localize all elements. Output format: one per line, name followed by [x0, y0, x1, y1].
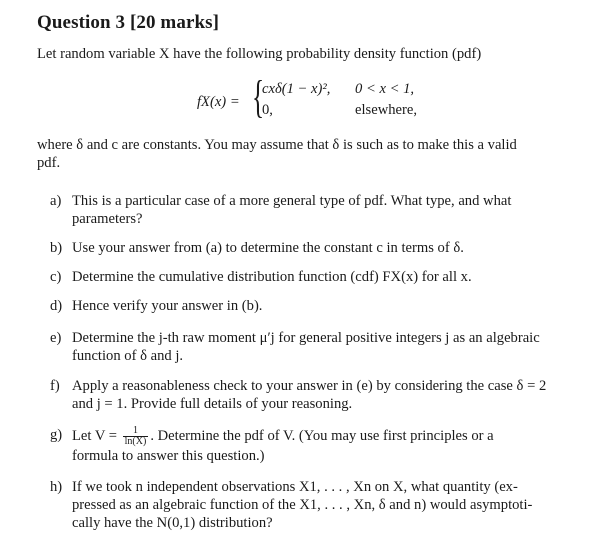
part-g-line-1 [72, 426, 590, 447]
part-c-line-1: Determine the cumulative distribution function (cdf) FX(x) for all x. [72, 269, 472, 285]
part-e-line-1: Determine the j-th raw moment μ′j for general positive integers j as an algebraic [72, 330, 540, 346]
intro-text: Let random variable X have the following probability density function (pdf) [37, 46, 482, 62]
part-label: c) [50, 269, 62, 285]
part-e-line-2: function of δ and j. [72, 348, 184, 364]
part-label: h) [50, 479, 63, 495]
fraction [123, 426, 149, 447]
part-h-line-3: cally have the N(0,1) distribution? [72, 515, 273, 531]
part-g-prefix: Let V = [72, 427, 117, 444]
assumption-text [37, 136, 592, 172]
part-g-line-2: formula to answer this question.) [72, 448, 265, 464]
part-f-line-1: Apply a reasonableness check to your answer in (e) by considering the case δ = 2 [72, 378, 547, 394]
pdf-lhs: fX(x) = [197, 94, 240, 110]
part-label: a) [50, 193, 62, 209]
fraction-numerator: 1 [123, 426, 149, 437]
question-title: Question 3 [20 marks] [37, 12, 220, 33]
left-brace-icon: { [252, 71, 265, 122]
part-h-line-1: If we took n independent observations X1, . . . , Xn on X, what quantity (ex- [72, 479, 518, 495]
pdf-case1-condition: 0 < x < 1, [355, 81, 415, 97]
part-f-line-2: and j = 1. Provide full details of your reasoning. [72, 396, 353, 412]
part-a-line-2: parameters? [72, 211, 143, 227]
part-d-line-1: Hence verify your answer in (b). [72, 298, 263, 314]
part-label: f) [50, 378, 60, 394]
pdf-definition [0, 71, 615, 130]
assumption-line-1: where δ and c are constants. You may assume that δ is such as to make this a valid [37, 137, 517, 153]
pdf-case2-expression: 0, [262, 102, 273, 118]
part-a-line-1: This is a particular case of a more general type of pdf. What type, and what [72, 193, 512, 209]
part-label: d) [50, 298, 63, 314]
part-label: b) [50, 240, 63, 256]
pdf-case2-condition: elsewhere, [355, 102, 417, 118]
part-label: g) [50, 427, 63, 443]
assumption-line-2: pdf. [37, 155, 61, 171]
part-g-suffix: . Determine the pdf of V. (You may use first principles or a [150, 427, 494, 444]
pdf-case1-expression: cxδ(1 − x)², [262, 81, 331, 97]
part-b-line-1: Use your answer from (a) to determine the constant c in terms of δ. [72, 240, 464, 256]
part-h-line-2: pressed as an algebraic function of the X1, . . . , Xn, δ and n) would asymptoti- [72, 497, 533, 513]
fraction-denominator: ln(X) [124, 436, 147, 447]
part-label: e) [50, 330, 62, 346]
